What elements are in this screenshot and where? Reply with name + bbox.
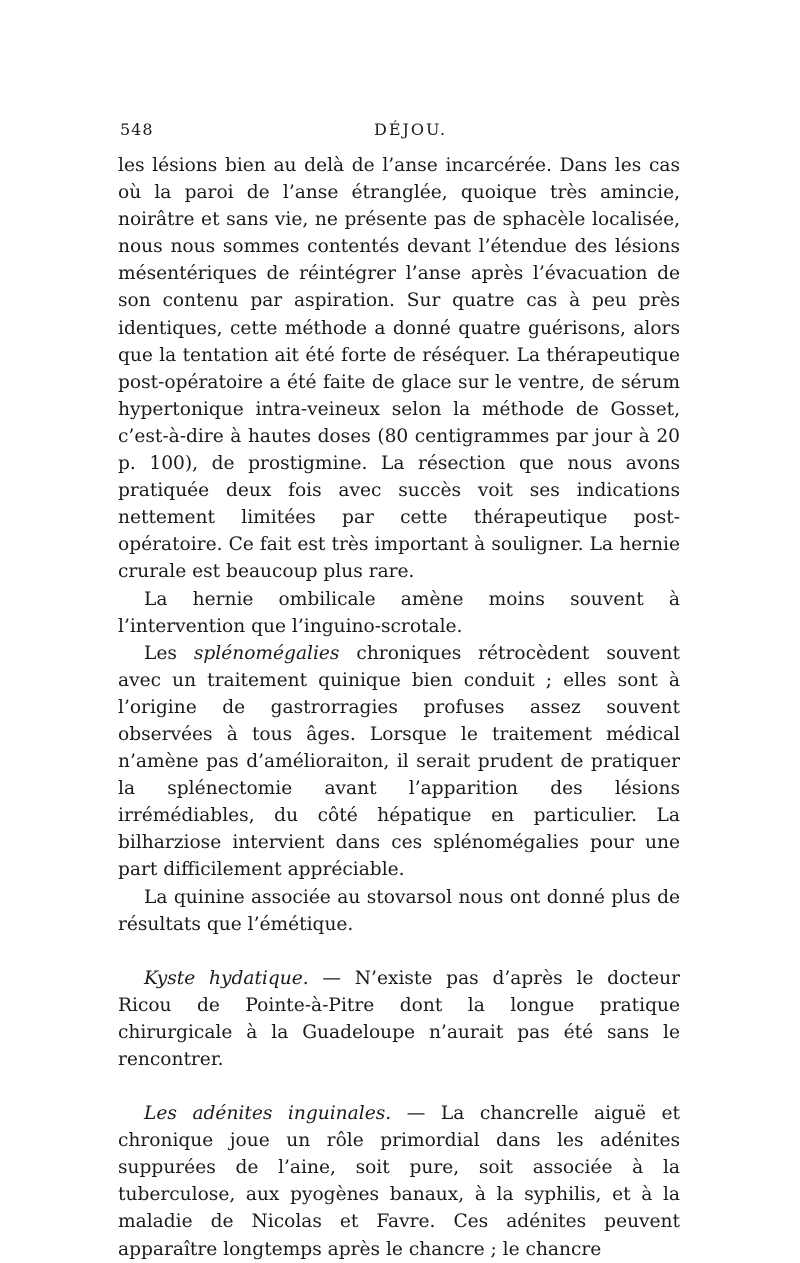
- section-adenites-inguinales: [118, 1100, 680, 1263]
- paragraph-text: chroniques rétrocèdent souvent avec un traitement quinique bien conduit ; elles sont à l’origine de gastrorragies profuses assez souvent observées à tous âges. Lorsque le traitement médical n’amène pas d’amélioraiton, il serait prudent de pratiquer la splénectomie avant l’apparition des lésions irrémédiables, du côté hépatique en particulier. La bilharziose intervient dans ces splénomégalies pour une part difficilement appréciable.: [118, 642, 680, 881]
- body-text: [118, 152, 680, 1263]
- section-kyste-hydatique: [118, 965, 680, 1073]
- section-heading: Kyste hydatique.: [144, 967, 309, 989]
- paragraph-text: — La chancrelle aiguë et chronique joue un rôle primordial dans les adénites suppurées de l’aine, soit pure, soit associée à la tuberculose, aux pyogènes banaux, à la syphilis, et à la maladie de Nicolas et Favre. Ces adénites peuvent apparaître longtemps après le chancre ; le chancre: [118, 1103, 681, 1260]
- page-number: 548: [120, 120, 154, 139]
- paragraph-text: les lésions bien au delà de l’anse incarcérée. Dans les cas où la paroi de l’anse étranglée, quoique très amincie, noirâtre et sans vie, ne présente pas de sphacèle localisée, nous nous sommes contentés devant l’étendue des lésions mésentériques de réintégrer l’anse après l’évacuation de son contenu par aspiration. Sur quatre cas à peu près identiques, cette méthode a donné quatre guérisons, alors que la tentation ait été forte de réséquer. La thérapeutique post-opératoire a été faite de glace sur le ventre, de sérum hypertonique intra-veineux selon la méthode de Gosset, c’est-à-dire à hautes doses (80 centigrammes par jour à 20 p. 100), de prostigmine. La résection que nous avons pratiquée deux fois avec succès voit ses indications nettement limitées par cette thérapeutique post-opératoire. Ce fait est très important à souligner. La hernie crurale est beaucoup plus rare.: [118, 155, 680, 583]
- running-title: DÉJOU.: [374, 120, 448, 139]
- page: [118, 120, 680, 1263]
- paragraph-splenomegalies: [118, 640, 680, 884]
- running-head: [118, 120, 680, 148]
- paragraph-lead: Les: [144, 642, 177, 664]
- paragraph-hernie-ombilicale: [118, 586, 680, 640]
- section-heading: Les adénites inguinales.: [144, 1103, 392, 1125]
- paragraph-text: La hernie ombilicale amène moins souvent à l’intervention que l’inguino-scrotale.: [118, 588, 680, 637]
- paragraph-anse-incarceree: [118, 152, 680, 586]
- paragraph-text: — N’existe pas d’après le docteur Ricou de Pointe-à-Pitre dont la longue pratique chirurgicale à la Guadeloupe n’aurait pas été sans le rencontrer.: [118, 967, 681, 1070]
- italic-term: splénomégalies: [193, 642, 340, 664]
- paragraph-quinine: [118, 884, 680, 938]
- paragraph-text: La quinine associée au stovarsol nous ont donné plus de résultats que l’émétique.: [118, 886, 680, 935]
